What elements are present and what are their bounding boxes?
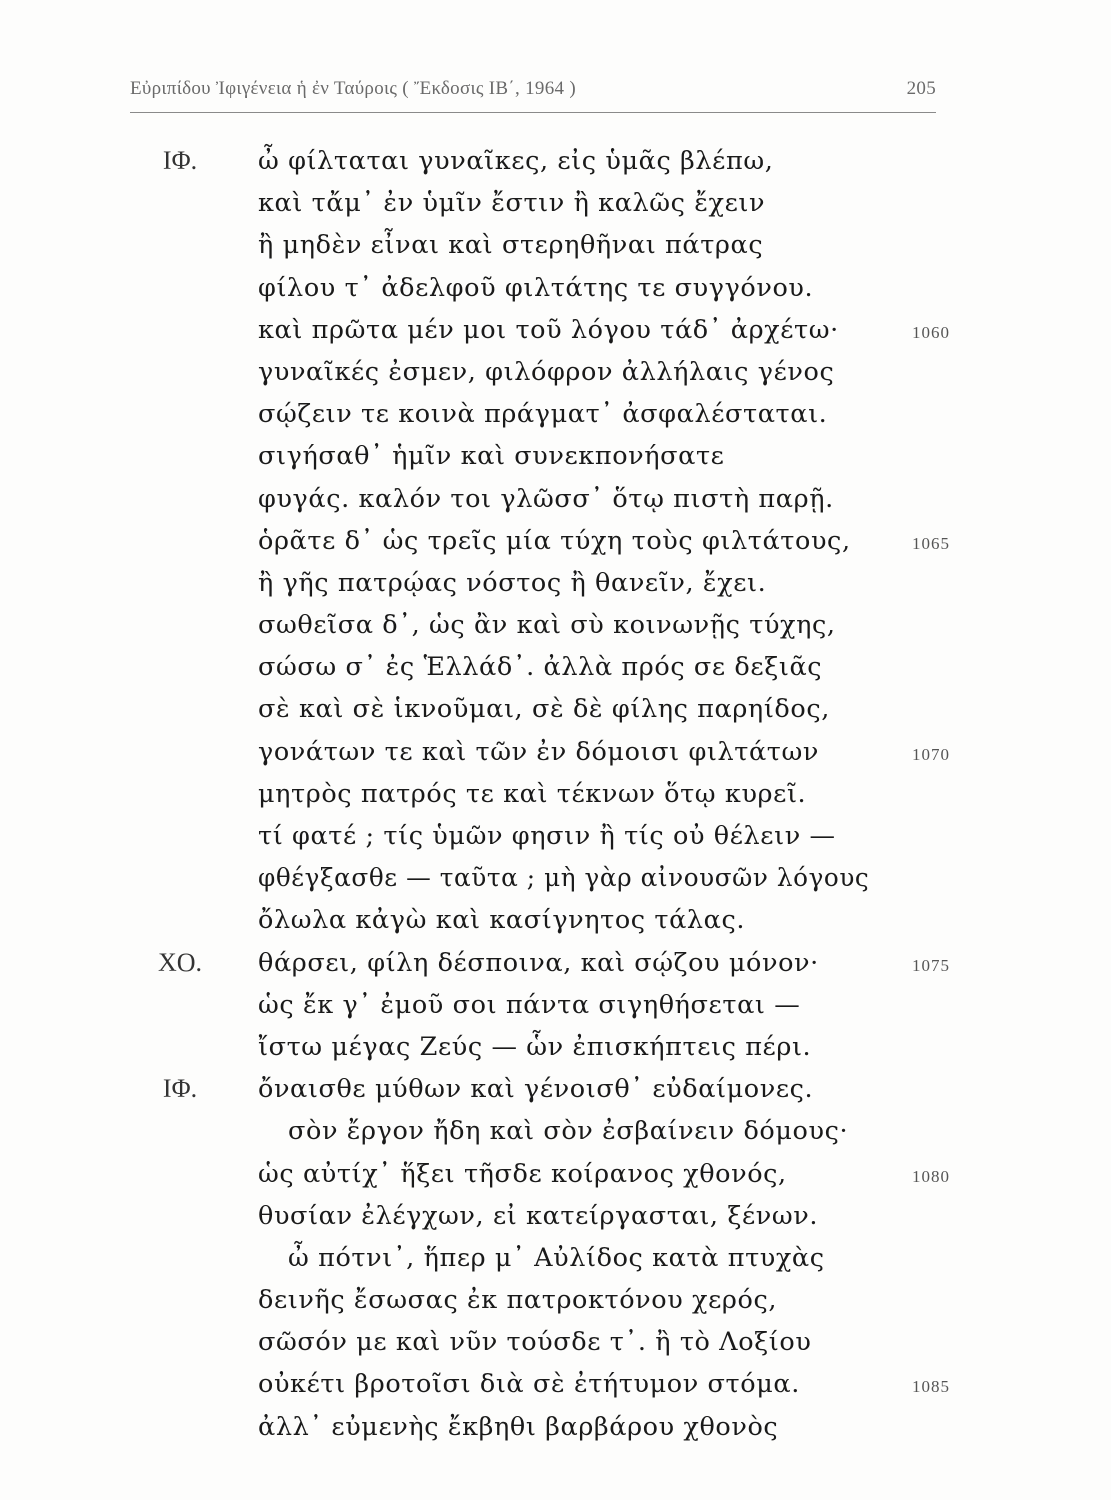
verse-line: [0, 773, 1111, 815]
verse-line: [0, 731, 1111, 773]
verse-text: ὦ πότνι᾿, ἥπερ μ᾿ Αὐλίδος κατὰ πτυχὰς: [288, 1242, 825, 1273]
verse-line: [0, 899, 1111, 941]
page-number: 205: [906, 78, 936, 99]
line-number: 1085: [912, 1377, 950, 1397]
speaker-label: ΙΦ.: [162, 1074, 198, 1104]
line-number: 1065: [912, 533, 950, 553]
verse-text: ἴστω μέγας Ζεύς — ὧν ἐπισκήπτεις πέρι.: [258, 1031, 812, 1062]
verse-line: [0, 351, 1111, 393]
verse-text: ὦ φίλταται γυναῖκες, εἰς ὑμᾶς βλέπω,: [258, 146, 774, 176]
line-number: 1060: [912, 322, 950, 342]
verse-text: σῶσόν με καὶ νῦν τούσδε τ᾿. ἢ τὸ Λοξίου: [258, 1327, 812, 1358]
verse-line: [0, 520, 1111, 562]
verse-line: [0, 646, 1111, 688]
verse-text: φυγάς. καλόν τοι γλῶσσ᾿ ὅτῳ πιστὴ παρῇ.: [258, 483, 834, 514]
verse-line: [0, 1279, 1111, 1321]
verse-text: καὶ τἄμ᾿ ἐν ὑμῖν ἔστιν ἢ καλῶς ἔχειν: [258, 188, 766, 219]
running-head: [130, 78, 936, 113]
verse-text: σῴζειν τε κοινὰ πράγματ᾿ ἀσφαλέσταται.: [258, 399, 828, 430]
verse-text: γυναῖκές ἐσμεν, φιλόφρον ἀλλήλαις γένος: [258, 356, 835, 387]
verse-text: τί φατέ ; τίς ὑμῶν φησιν ἢ τίς οὐ θέλειν —: [258, 821, 836, 851]
verse-text: οὐκέτι βροτοῖσι διὰ σὲ ἐτήτυμον στόμα.: [258, 1369, 800, 1400]
verse-line: [0, 815, 1111, 857]
verse-text: σωθεῖσα δ᾿, ὡς ἂν καὶ σὺ κοινωνῇς τύχης,: [258, 610, 836, 641]
verse-line: [0, 1321, 1111, 1363]
verse-line: [0, 435, 1111, 477]
verse-line: [0, 1026, 1111, 1068]
verse-text: καὶ πρῶτα μέν μοι τοῦ λόγου τάδ᾿ ἀρχέτω·: [258, 314, 839, 345]
verse-block: [0, 140, 1111, 1448]
verse-line: [0, 1406, 1111, 1448]
verse-line: [0, 1153, 1111, 1195]
verse-text: ἢ μηδὲν εἶναι καὶ στερηθῆναι πάτρας: [258, 230, 764, 261]
line-number: 1075: [912, 955, 950, 975]
verse-line: [0, 393, 1111, 435]
verse-line: [0, 688, 1111, 730]
line-number: 1080: [912, 1166, 950, 1186]
verse-line: [0, 1363, 1111, 1405]
verse-text: σὸν ἔργον ἤδη καὶ σὸν ἐσβαίνειν δόμους·: [288, 1116, 849, 1147]
verse-text: ὡς ἔκ γ᾿ ἐμοῦ σοι πάντα σιγηθήσεται —: [258, 989, 801, 1020]
verse-line: [0, 182, 1111, 224]
verse-line: [0, 942, 1111, 984]
verse-line: [0, 984, 1111, 1026]
verse-text: σώσω σ᾿ ἐς Ἑλλάδ᾿. ἀλλὰ πρός σε δεξιᾶς: [258, 652, 823, 683]
verse-text: σιγήσαθ᾿ ἡμῖν καὶ συνεκπονήσατε: [258, 441, 725, 472]
verse-text: ὄλωλα κἀγὼ καὶ κασίγνητος τάλας.: [258, 905, 746, 936]
verse-line: [0, 309, 1111, 351]
verse-line: [0, 857, 1111, 899]
verse-line: [0, 1068, 1111, 1110]
verse-text: θάρσει, φίλη δέσποινα, καὶ σῴζου μόνον·: [258, 947, 819, 978]
verse-line: [0, 224, 1111, 266]
verse-text: ὁρᾶτε δ᾿ ὡς τρεῖς μία τύχη τοὺς φιλτάτους,: [258, 525, 851, 556]
verse-text: ὄναισθε μύθων καὶ γένοισθ᾿ εὐδαίμονες.: [258, 1074, 814, 1105]
verse-line: [0, 267, 1111, 309]
verse-line: [0, 562, 1111, 604]
line-number: 1070: [912, 744, 950, 764]
verse-text: μητρὸς πατρός τε καὶ τέκνων ὅτῳ κυρεῖ.: [258, 778, 807, 809]
verse-text: σὲ καὶ σὲ ἱκνοῦμαι, σὲ δὲ φίλης παρηίδος,: [258, 694, 830, 725]
verse-line: [0, 478, 1111, 520]
verse-text: δεινῆς ἔσωσας ἐκ πατροκτόνου χερός,: [258, 1285, 778, 1316]
verse-line: [0, 604, 1111, 646]
verse-line: [0, 1110, 1111, 1152]
verse-text: φθέγξασθε — ταῦτα ; μὴ γὰρ αἰνουσῶν λόγους: [258, 863, 870, 894]
verse-text: ἀλλ᾿ εὐμενὴς ἔκβηθι βαρβάρου χθονὸς: [258, 1411, 779, 1442]
speaker-label: ΧΟ.: [157, 947, 203, 977]
verse-text: ἢ γῆς πατρῴας νόστος ἢ θανεῖν, ἔχει.: [258, 567, 767, 598]
running-head-title: Εὐριπίδου Ἰφιγένεια ἡ ἐν Ταύροις ( Ἔκδοσις ΙΒ΄, 1964 ): [130, 78, 576, 99]
verse-text: φίλου τ᾿ ἀδελφοῦ φιλτάτης τε συγγόνου.: [258, 272, 814, 303]
verse-text: ὡς αὐτίχ᾿ ἥξει τῆσδε κοίρανος χθονός,: [258, 1158, 787, 1189]
verse-text: γονάτων τε καὶ τῶν ἐν δόμοισι φιλτάτων: [258, 736, 819, 767]
verse-text: θυσίαν ἐλέγχων, εἰ κατείργασται, ξένων.: [258, 1200, 819, 1231]
speaker-label: ΙΦ.: [162, 146, 198, 175]
verse-line: [0, 1237, 1111, 1279]
verse-line: [0, 140, 1111, 182]
verse-line: [0, 1195, 1111, 1237]
